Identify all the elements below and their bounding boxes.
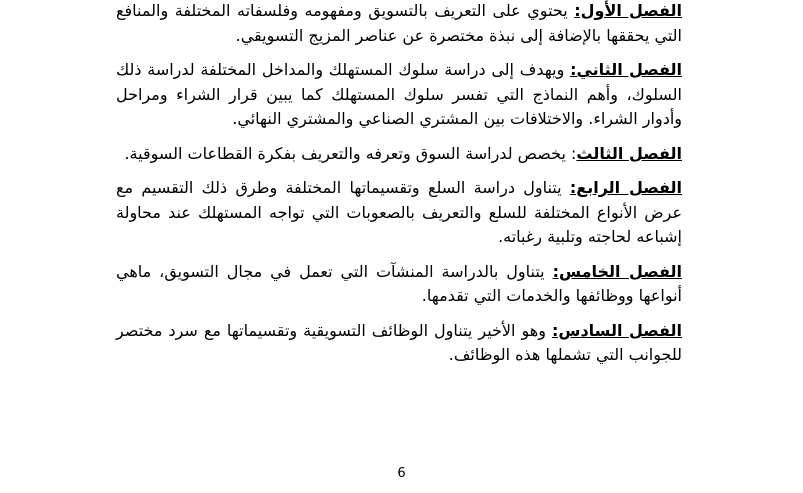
chapter-1-paragraph	[116, 0, 682, 48]
chapter-5-text: يتناول بالدراسة المنشآت التي تعمل في مجال التسويق، ماهي أنواعها ووظائفها والخدمات التي تقدمها.	[116, 261, 682, 305]
chapter-4-text: يتناول دراسة السلع وتقسيماتها المختلفة وطرق ذلك التقسيم مع عرض الأنواع المختلفة للسلع والتعريف بالصعوبات التي تواجه المستهلك عند محاولة إشباعه لحاجته وتلبية رغباته.	[116, 178, 682, 246]
chapter-4-paragraph	[116, 176, 682, 250]
chapter-1-text: يحتوي على التعريف بالتسويق ومفهومه وفلسفاته المختلفة والمنافع التي يحققها بالإضافة إلى نبذة مختصرة عن عناصر المزيج التسويقي.	[116, 1, 682, 45]
chapter-2-text: ويهدف إلى دراسة سلوك المستهلك والمداخل المختلفة لدراسة ذلك السلوك، وأهم النماذج التي تفسر سلوك المستهلك كما يبين قرار الشراء ومراحل وأدوار الشراء. والاختلافات بين المشتري الصناعي والمشتري النهائي.	[116, 60, 682, 128]
chapter-6-heading: الفصل السادس:	[551, 320, 682, 340]
chapter-5-paragraph	[116, 260, 682, 309]
chapter-5-heading: الفصل الخامس:	[552, 261, 683, 281]
chapter-6-text: وهو الأخير يتناول الوظائف التسويقية وتقسيماتها مع سرد مختصر للجوانب التي تشملها هذه الوظائف.	[116, 320, 682, 364]
chapter-4-heading: الفصل الرابع:	[569, 178, 682, 197]
chapter-1-heading: الفصل الأول:	[574, 1, 683, 20]
chapter-2-paragraph	[116, 58, 682, 132]
chapter-3-paragraph	[116, 142, 682, 167]
page-number: 6	[397, 466, 406, 481]
chapter-2-heading: الفصل الثاني:	[570, 60, 683, 79]
chapter-list	[116, 0, 682, 378]
chapter-6-paragraph	[116, 319, 682, 368]
chapter-3-text: : يخصص لدراسة السوق وتعرفه والتعريف بفكرة القطاعات السوقية.	[124, 143, 577, 163]
chapter-3-heading: الفصل الثالث	[576, 143, 682, 163]
